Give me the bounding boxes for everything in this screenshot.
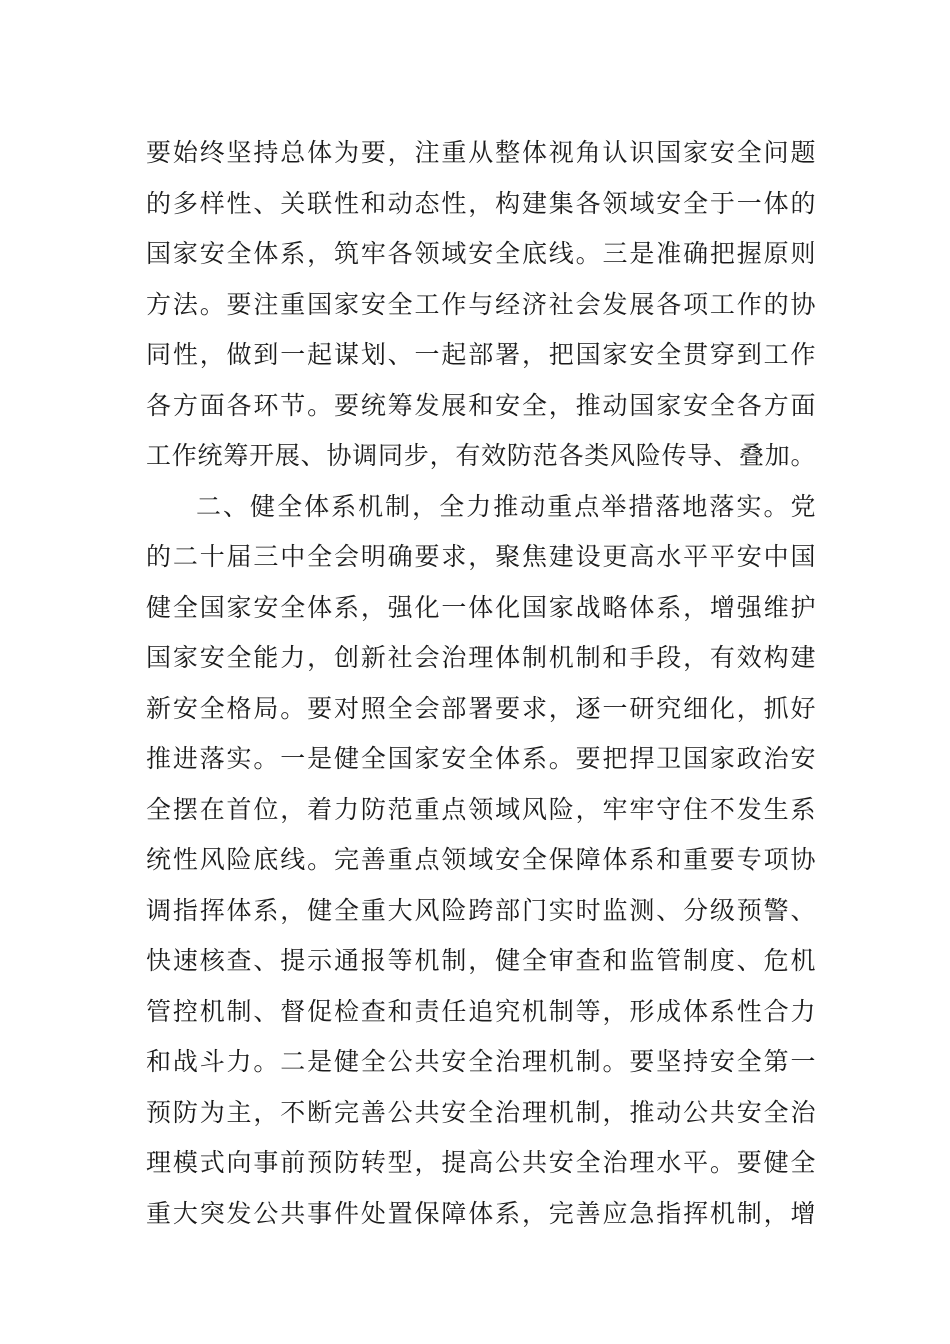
text-line: 管控机制、督促检查和责任追究机制等，形成体系性合力 <box>146 996 816 1026</box>
text-line: 的多样性、关联性和动态性，构建集各领域安全于一体的 <box>146 188 816 218</box>
text-line: 国家安全体系，筑牢各领域安全底线。三是准确把握原则 <box>146 239 816 268</box>
text-line: 预防为主，不断完善公共安全治理机制，推动公共安全治 <box>146 1097 816 1127</box>
text-line: 和战斗力。二是健全公共安全治理机制。要坚持安全第一 <box>146 1047 816 1076</box>
text-line: 同性，做到一起谋划、一起部署，把国家安全贯穿到工作 <box>146 340 816 369</box>
text-line: 推进落实。一是健全国家安全体系。要把捍卫国家政治安 <box>146 744 816 773</box>
text-line: 重大突发公共事件处置保障体系，完善应急指挥机制，增 <box>146 1198 816 1228</box>
text-line: 理模式向事前预防转型，提高公共安全治理水平。要健全 <box>146 1148 816 1177</box>
text-line: 要始终坚持总体为要，注重从整体视角认识国家安全问题 <box>146 138 816 167</box>
text-line: 新安全格局。要对照全会部署要求，逐一研究细化，抓好 <box>146 693 816 723</box>
text-line: 调指挥体系，健全重大风险跨部门实时监测、分级预警、 <box>146 895 816 925</box>
text-line: 工作统筹开展、协调同步，有效防范各类风险传导、叠加。 <box>146 441 816 470</box>
text-line: 的二十届三中全会明确要求，聚焦建设更高水平平安中国 <box>146 542 816 571</box>
body-text <box>146 128 816 1239</box>
paragraph-first-line: 二、健全体系机制，全力推动重点举措落地落实。党 <box>196 491 816 521</box>
text-line: 全摆在首位，着力防范重点领域风险，牢牢守住不发生系 <box>146 794 816 824</box>
text-line: 快速核查、提示通报等机制，健全审查和监管制度、危机 <box>146 946 816 975</box>
text-line: 国家安全能力，创新社会治理体制机制和手段，有效构建 <box>146 643 816 672</box>
text-line: 方法。要注重国家安全工作与经济社会发展各项工作的协 <box>146 289 816 319</box>
text-line: 各方面各环节。要统筹发展和安全，推动国家安全各方面 <box>146 390 816 420</box>
text-line: 统性风险底线。完善重点领域安全保障体系和重要专项协 <box>146 845 816 874</box>
text-line: 健全国家安全体系，强化一体化国家战略体系，增强维护 <box>146 592 816 622</box>
